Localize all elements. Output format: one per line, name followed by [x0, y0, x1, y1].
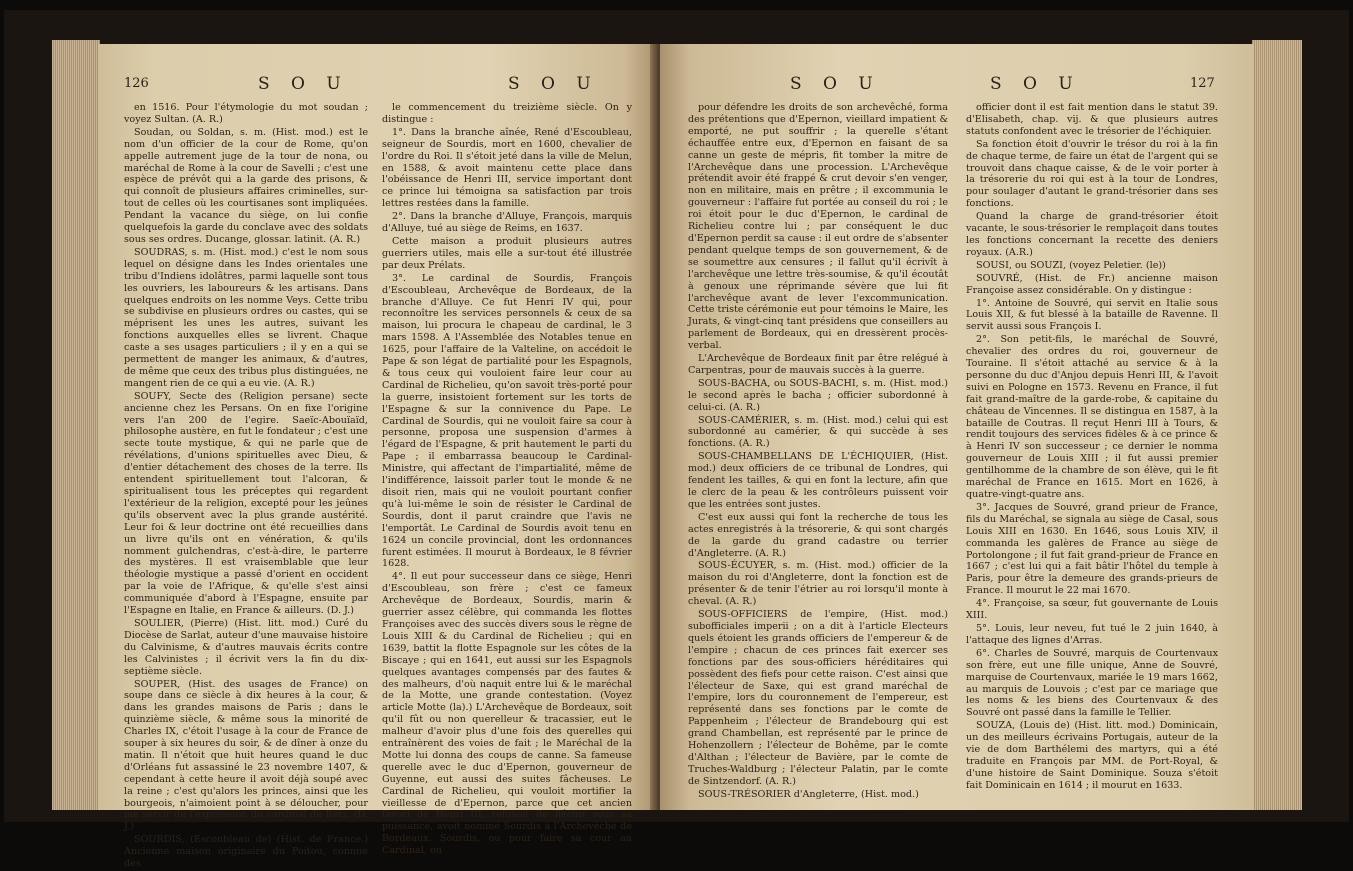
paragraph: SOUS-ÉCUYER, s. m. (Hist. mod.) officier de la maison du roi d'Angleterre, dont la fonction est de présenter & de tenir l'étrier au roi lorsqu'il monte à cheval. (A. R.): [688, 560, 948, 608]
right-page: [660, 44, 1254, 810]
running-header: S O U: [790, 74, 881, 94]
paragraph: 3°. Le cardinal de Sourdis, François d'Escoubleau, Archevêque de Bordeaux, de la branche d'Alluye. Ce fut Henri IV qui, pour reconnoître les services personnels & ceux de sa maison, lui procura le chapeau de cardinal, le 3 mars 1598. A l'Assemblée des Notables tenue en 1625, pour l'affaire de la Valteline, on accédoit le Pape & son légat de partialité pour les Espagnols, & tous ceux qui vouloient faire leur cour au Cardinal de Richelieu, qu'on savoit très-porté pour la guerre, insistoient fortement sur les torts de l'Espagne & sur la connivence du Pape. Le Cardinal de Sourdis, qui ne vouloit faire sa cour à personne, proposa une suspension d'armes à l'égard de l'Espagne, & prit hautement le parti du Pape ; il embarrassa beaucoup le Cardinal-Ministre, qui affectant de l'impartialité, même de l'indifférence, laissoit parler tout le monde & ne disoit rien, mais qui ne vouloit pourtant confier qu'à lui-même le soin de résister le Cardinal de Sourdis, dont il parut craindre que l'avis ne l'emportât. Le Cardinal de Sourdis avoit tenu en 1624 un concile provincial, dont les ordonnances furent estimées. Il mourut à Bordeaux, le 8 février 1628.: [382, 272, 632, 570]
paragraph: en 1516. Pour l'étymologie du mot soudan ; voyez Sultan. (A. R.): [124, 102, 368, 125]
page-number: 126: [124, 76, 149, 91]
paragraph: SOUS-CHAMBELLANS DE L'ÉCHIQUIER, (Hist. mod.) deux officiers de ce tribunal de Londres, qui fendent les tailles, & qui en font la lecture, afin que le clerc de la peau & les contrôleurs puissent voir que les entrées sont justes.: [688, 451, 948, 510]
paragraph: SOUS-TRÉSORIER d'Angleterre, (Hist. mod.): [698, 788, 919, 800]
text-column-2: [382, 102, 632, 858]
text-column-3: [688, 102, 948, 802]
paragraph: Quand la charge de grand-trésorier étoit vacante, le sous-trésorier le remplaçoit dans toutes les fonctions concernant la recette des deniers royaux. (A.R.): [966, 211, 1218, 258]
paragraph: C'est eux aussi qui font la recherche de tous les actes enregistrés à la trésorerie, & qui sont chargés de la garde du grand cadastre ou terrier d'Angleterre. (A. R.): [688, 511, 948, 559]
paragraph: SOUS-BACHA, ou SOUS-BACHI, s. m. (Hist. mod.) le second après le bacha ; officier subordonné à celui-ci. (A. R.): [688, 377, 948, 413]
paragraph: 4°. Françoise, sa sœur, fut gouvernante de Louis XIII.: [966, 598, 1218, 622]
paragraph: SOUS-CAMÉRIER, s. m. (Hist. mod.) celui qui est subordonné au camérier, & qui succède à ses fonctions. (A. R.): [688, 414, 948, 450]
paragraph: 6°. Charles de Souvré, marquis de Courtenvaux son frère, eut une fille unique, Anne de Souvré, marquise de Courtenvaux, mariée le 19 mars 1662, au marquis de Louvois ; c'est par ce mariage que les noms & les biens des Courtenvaux & des Souvré ont passé dans la famille le Tellier.: [966, 647, 1218, 719]
paragraph: L'Archevêque de Bordeaux finit par être relégué à Carpentras, pour de mauvais succès à la guerre.: [688, 353, 948, 376]
paragraph: SOUVRÉ, (Hist. de Fr.) ancienne maison Françoise assez considérable. On y distingue :: [966, 272, 1218, 296]
paragraph: SOUZA, (Louis de) (Hist. litt. mod.) Dominicain, un des meilleurs écrivains Portugais, auteur de la vie de dom Barthélemi des martyrs, qui a été traduite en François par MM. de Port-Royal, & d'une histoire de Saint Dominique. Souza s'étoit fait Dominicain en 1614 ; il mourut en 1633.: [966, 720, 1218, 791]
paragraph: officier dont il est fait mention dans le statut 39. d'Elisabeth, chap. vij. & que plusieurs autres statuts confondent avec le trésorier de l'échiquier.: [966, 102, 1218, 137]
paragraph: SOUSI, ou SOUZI, (voyez Peletier. (le)): [976, 259, 1166, 271]
paragraph: SOUDRAS, s. m. (Hist. mod.) c'est le nom sous lequel on désigne dans les Indes orientales une tribu d'Indiens idolâtres, parmi laquelle sont tous les ouvriers, les laboureurs & les artisans. Dans quelques endroits on les nomme Veys. Cette tribu se subdivise en plusieurs ordres ou castes, qui se méprisent les unes les autres, suivant les fonctions auxquelles elles se livrent. Chaque caste a ses usages particuliers ; il y en a qui se permettent de manger les animaux, & d'autres, de même que ceux des tribus plus distinguées, ne mangent rien de ce qui a eu vie. (A. R.): [124, 246, 368, 389]
paragraph: 1°. Dans la branche aînée, René d'Escoubleau, seigneur de Sourdis, mort en 1600, chevalier de l'ordre du Roi. Il s'étoit jeté dans la ville de Melun, en 1588, & avoit maintenu cette place dans l'obéissance de Henri III, service important dont ce prince lui témoigna sa satisfaction par trois lettres restées dans la famille.: [382, 126, 632, 210]
running-header: S O U: [258, 74, 349, 94]
running-header: S O U: [508, 74, 599, 94]
paragraph: 4°. Il eut pour successeur dans ce siège, Henri d'Escoubleau, son frère ; c'est ce fameux Archevêque de Bordeaux, Sourdis, marin & guerrier assez célèbre, qui commanda les flottes Françoises avec des succès divers sous le règne de Louis XIII & du Cardinal de Richelieu ; qui en 1639, battit la flotte Espagnole sur les côtes de la Biscaye ; qui en 1641, eut aussi sur les Espagnols quelques avantages compensés par des fautes & des malheurs, d'où naquit entre lui & le maréchal de la Motte, une grande contestation. (Voyez article Motte (la).) L'Archevêque de Bordeaux, soit qu'il fût ou non querelleur & tracassier, eut le malheur d'avoir plus d'une fois des querelles qui entraînèrent des voies de fait ; le Maréchal de la Motte lui donna des coups de canne. Sa fameuse querelle avec le duc d'Epernon, gouverneur de Guyenne, eut aussi des suites fâcheuses. Le Cardinal de Richelieu, qui vouloit mortifier la vieillesse de d'Epernon, parce que cet ancien favori de Henri III, refusoit de fléchir sous sa puissance, avoit nommé Sourdis à l'Archevêché de Bordeaux. Sourdis, ou pour faire sa cour au Cardinal, ou: [382, 571, 632, 857]
paragraph: Sa fonction étoit d'ouvrir le trésor du roi à la fin de chaque terme, de faire un état de l'argent qui se trouvoit dans chaque caisse, & de le voir porter à la trésorerie du roi qui est à la tour de Londres, pour soulager d'autant le grand-trésorier dans ses fonctions.: [966, 138, 1218, 210]
paragraph: le commencement du treizième siècle. On y distingue :: [382, 102, 632, 125]
paragraph: 3°. Jacques de Souvré, grand prieur de France, fils du Maréchal, se signala au siège de Casal, sous Louis XIII en 1630. En 1646, sous Louis XIV, il commanda les galères de France au siège de Portolongone ; il fut fait grand-prieur de France en 1667 ; c'est lui qui a fait bâtir l'hôtel du temple à Paris, pour être la demeure des grands-prieurs de France. Il mourut le 22 mai 1670.: [966, 501, 1218, 597]
paragraph: 5°. Louis, leur neveu, fut tué le 2 juin 1640, à l'attaque des lignes d'Arras.: [966, 622, 1218, 646]
right-page-edges: [1252, 40, 1302, 810]
left-page: [98, 44, 658, 870]
paragraph: 2°. Son petit-fils, le maréchal de Souvré, chevalier des ordres du roi, gouverneur de Touraine. Il s'étoit attaché au service & à la personne du duc d'Anjou depuis Henri III, & l'avoit suivi en Pologne en 1573. Revenu en France, il fut fait grand-maître de la garde-robe, & capitaine du château de Vincennes. Il se distingua en 1587, à la bataille de Coutras. Il reçut Henri III à Tours, & rendit toujours des services fidèles & à ce prince & à Henri IV son successeur ; ce dernier le nomma gouverneur de Louis XIII ; il fut aussi premier gentilhomme de la chambre de son élève, qui le fit maréchal de France en 1615. Mort en 1626, à quatre-vingt-quatre ans.: [966, 334, 1218, 500]
paragraph: 2°. Dans la branche d'Alluye, François, marquis d'Alluye, tué au siège de Reims, en 1637.: [382, 211, 632, 235]
running-header: S O U: [990, 74, 1081, 94]
paragraph: Cette maison a produit plusieurs autres guerriers utiles, mais elle a sur-tout été illustrée par deux Prélats.: [382, 235, 632, 271]
paragraph: SOUS-OFFICIERS de l'empire, (Hist. mod.) subofficiales imperii ; on a dit à l'article Electeurs quels étoient les grands officiers de l'empereur & de l'empire ; chacun de ces princes fait exercer ses fonctions par des sous-officiers héréditaires qui possèdent des fiefs pour cette raison. C'est ainsi que l'électeur de Saxe, qui est grand maréchal de l'empire, lors du couronnement de l'empereur, est représenté dans ses fonctions par le comte de Pappenheim ; l'électeur de Brandebourg qui est grand Chambellan, est représenté par le prince de Hohenzollern ; l'électeur de Bohême, par le comte d'Althan ; l'électeur de Bavière, par le comte de Truches-Waldburg ; l'électeur Palatin, par le comte de Sintzendorf. (A. R.): [688, 609, 948, 787]
paragraph: SOUFY, Secte des (Religion persane) secte ancienne chez les Persans. On en fixe l'origine vers l'an 200 de l'egire. Saeïc-Abouïaïd, philosophe austère, en fut le fondateur ; c'est une secte toute mystique, & qui ne parle que de révélations, d'unions spirituelles avec Dieu, & d'entier détachement des choses de la terre. Ils entendent spirituellement tout l'alcoran, & spiritualisent tous les préceptes qui regardent l'extérieur de la religion, excepté pour les jeûnes qu'ils observent avec la plus grande austérité. Leur foi & leur doctrine ont été recueillies dans un livre qu'ils ont en vénération, & qu'ils nomment gulchendras, c'est-à-dire, le parterre des mystères. Il est vraisemblable que leur théologie mystique a passé d'orient en occident par la voie de l'Afrique, & qu'elle s'est ainsi communiquée d'abord à l'Espagne, ensuite par l'Espagne en Italie, en France & ailleurs. (D. J.): [124, 390, 368, 617]
paragraph: pour défendre les droits de son archevêché, forma des prétentions que d'Epernon, vieillard impatient & emporté, ne put souffrir ; la querelle s'étant échauffée entre eux, d'Epernon en faisant de sa canne un geste de mépris, fit tomber la mitre de l'Archevêque dans une procession. L'Archevêque prétendit avoir été frappé & crut devoir s'en venger, non en militaire, mais en prêtre ; il excommunia le gouverneur : l'affaire fut portée au conseil du roi ; le roi étoit pour le duc d'Epernon, le cardinal de Richelieu contre lui ; par conséquent le duc d'Epernon perdit sa cause : il eut ordre de s'absenter pendant quelque temps de son gouvernement, & de se soumettre aux censures ; il fallut qu'il écrivît à l'archevêque une lettre très-soumise, & qu'il écoutât à genoux une réprimande sévère que lui fit l'archevêque avant de lever l'excommunication. Cette triste cérémonie eut pour témoins le Maire, les Jurats, & vingt-cinq tant présidens que conseillers au parlement de Bordeaux, qui en dressèrent procès-verbal.: [688, 102, 948, 352]
text-column-1: [124, 102, 368, 871]
page-number: 127: [1190, 76, 1215, 91]
left-page-edges: [52, 40, 100, 810]
paragraph: Soudan, ou Soldan, s. m. (Hist. mod.) est le nom d'un officier de la cour de Rome, qu'on appelle autrement juge de la tour de nona, ou maréchal de Rome à la cour de Savelli ; c'est une espèce de prévôt qui a la garde des prisons, & qui connoît de plusieurs affaires criminelles, sur-tout de celles où les courtisanes sont impliquées. Pendant la vacance du siège, on lui confie quelquefois la garde du conclave avec des soldats sous ses ordres. Ducange, glossar. latinit. (A. R.): [124, 126, 368, 245]
paragraph: 1°. Antoine de Souvré, qui servit en Italie sous Louis XII, & fut blessé à la bataille de Ravenne. Il servit aussi sous François I.: [966, 297, 1218, 333]
paragraph: SOUPER, (Hist. des usages de France) on soupe dans ce siècle à dix heures à la cour, & dans les grandes maisons de Paris ; dans le quinzième siècle, & même sous la minorité de Charles IX, c'étoit l'usage à la cour de France de souper à six heures du soir, & de dîner à onze du matin. Il n'étoit que huit heures quand le duc d'Orléans fut assassiné le 23 novembre 1407, & cependant à cette heure il avoit déjà soupé avec la reine ; c'est qu'alors les princes, ainsi que les bourgeois, n'aimoient point à se déloucher, pour me servir de l'expression du cardinal de Retz. (D. J.): [124, 678, 368, 833]
paragraph: SOULIER, (Pierre) (Hist. litt. mod.) Curé du Diocèse de Sarlat, auteur d'une mauvaise histoire du Calvinisme, & d'autres mauvais écrits contre les Calvinistes ; il écrivit vers la fin du dix-septième siècle.: [124, 617, 368, 677]
paragraph: SOURDIS, (Escoubleau de) (Hist. de France.) Ancienne maison originaire du Poitou, connue dès: [124, 834, 368, 870]
text-column-4: [966, 102, 1218, 793]
